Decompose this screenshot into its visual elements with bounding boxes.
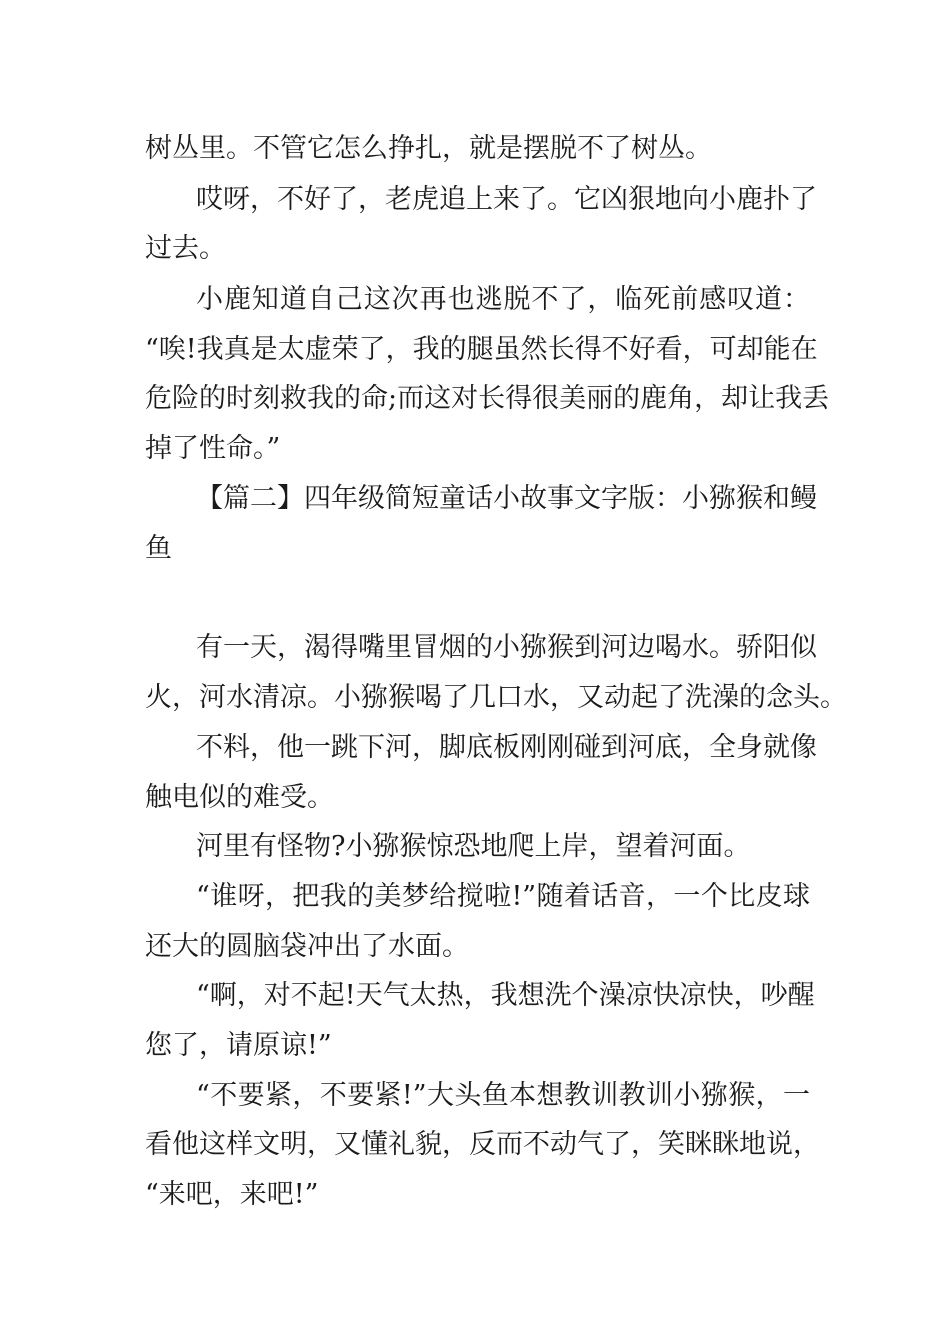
text-line: 您了，请原谅!” xyxy=(145,1030,332,1061)
section-heading-continued: 鱼 xyxy=(145,533,172,564)
text-line: 火，河水清凉。小猕猴喝了几口水，又动起了洗澡的念头。 xyxy=(145,682,847,713)
text-line: 触电似的难受。 xyxy=(145,782,334,813)
text-line: 还大的圆脑袋冲出了水面。 xyxy=(145,931,469,962)
text-line: 有一天，渴得嘴里冒烟的小猕猴到河边喝水。骄阳似 xyxy=(196,632,817,663)
text-line: “唉!我真是太虚荣了，我的腿虽然长得不好看，可却能在 xyxy=(145,334,818,365)
text-line: “不要紧，不要紧!”大头鱼本想教训教训小猕猴，一 xyxy=(196,1080,810,1111)
text-line: “来吧，来吧!” xyxy=(145,1179,319,1210)
text-line: 河里有怪物?小猕猴惊恐地爬上岸，望着河面。 xyxy=(196,831,751,862)
section-heading: 【篇二】四年级简短童话小故事文字版：小猕猴和鳗 xyxy=(196,483,817,514)
text-line: 危险的时刻救我的命;而这对长得很美丽的鹿角，却让我丢 xyxy=(145,383,830,414)
text-line: 树丛里。不管它怎么挣扎，就是摆脱不了树丛。 xyxy=(145,133,712,164)
text-line: “啊，对不起!天气太热，我想洗个澡凉快凉快，吵醒 xyxy=(196,980,815,1011)
text-line: 不料，他一跳下河，脚底板刚刚碰到河底，全身就像 xyxy=(196,732,817,763)
text-line: 掉了性命。” xyxy=(145,433,281,464)
text-line: “谁呀，把我的美梦给搅啦!”随着话音，一个比皮球 xyxy=(196,881,810,912)
text-line: 过去。 xyxy=(145,233,226,264)
text-line: 小鹿知道自己这次再也逃脱不了，临死前感叹道： xyxy=(196,284,810,315)
text-line: 看他这样文明，又懂礼貌，反而不动气了，笑眯眯地说， xyxy=(145,1129,820,1160)
text-line: 哎呀，不好了，老虎追上来了。它凶狠地向小鹿扑了 xyxy=(196,184,817,215)
